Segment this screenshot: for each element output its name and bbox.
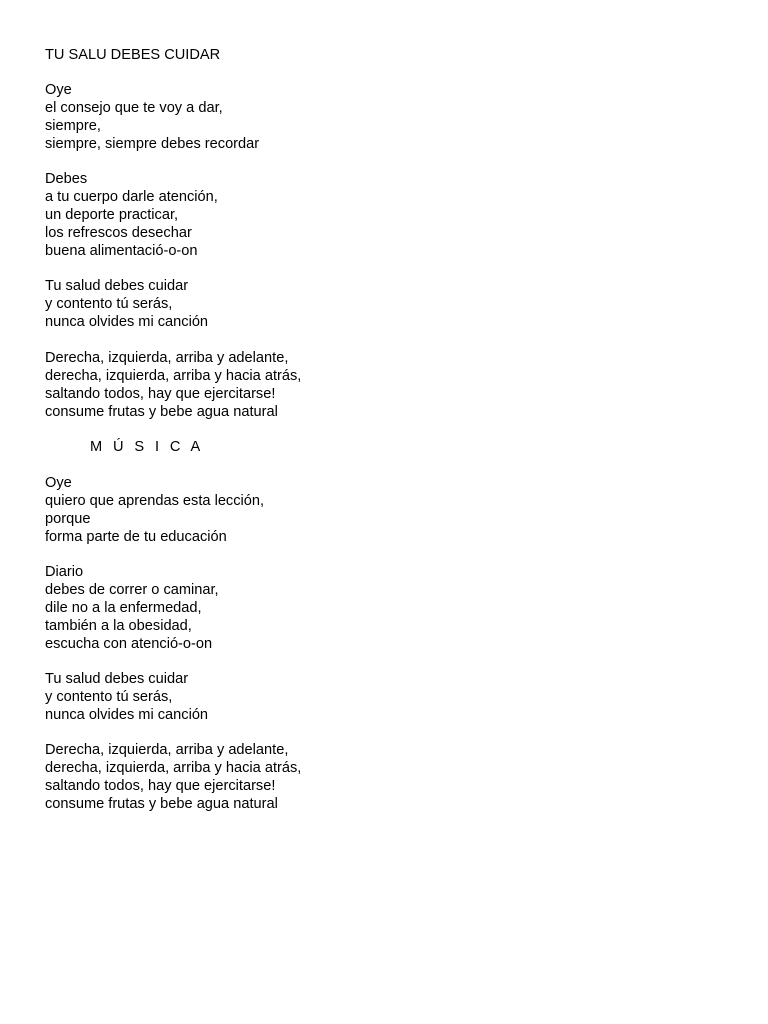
lyric-line: Oye — [45, 82, 72, 98]
lyric-line: escucha con atenció-o-on — [45, 636, 213, 652]
lyric-line: porque — [45, 511, 91, 527]
music-interlude: M Ú S I C A — [90, 439, 204, 455]
lyric-line: y contento tú serás, — [45, 689, 173, 705]
lyric-line: debes de correr o caminar, — [45, 582, 219, 598]
lyric-line: Diario — [45, 564, 84, 580]
lyric-line: nunca olvides mi canción — [45, 314, 209, 330]
lyric-line: quiero que aprendas esta lección, — [45, 493, 265, 509]
lyric-line: forma parte de tu educación — [45, 529, 227, 545]
lyric-line: consume frutas y bebe agua natural — [45, 796, 278, 812]
lyric-line: un deporte practicar, — [45, 207, 179, 223]
lyric-line: nunca olvides mi canción — [45, 707, 209, 723]
lyric-line: derecha, izquierda, arriba y hacia atrás, — [45, 368, 302, 384]
lyric-line: saltando todos, hay que ejercitarse! — [45, 778, 276, 794]
lyric-line: siempre, — [45, 118, 101, 134]
lyric-line: derecha, izquierda, arriba y hacia atrás, — [45, 760, 302, 776]
lyric-line: dile no a la enfermedad, — [45, 600, 202, 616]
lyric-line: Tu salud debes cuidar — [45, 278, 189, 294]
lyric-line: también a la obesidad, — [45, 618, 192, 634]
lyric-line: siempre, siempre debes recordar — [45, 136, 260, 152]
lyric-line: el consejo que te voy a dar, — [45, 100, 223, 116]
lyric-line: Derecha, izquierda, arriba y adelante, — [45, 350, 289, 366]
lyric-line: los refrescos desechar — [45, 225, 192, 241]
lyric-line: consume frutas y bebe agua natural — [45, 404, 278, 420]
lyric-line: saltando todos, hay que ejercitarse! — [45, 386, 276, 402]
lyric-line: y contento tú serás, — [45, 296, 173, 312]
song-title: TU SALU DEBES CUIDAR — [45, 47, 221, 63]
lyric-line: Oye — [45, 475, 72, 491]
lyric-line: buena alimentació-o-on — [45, 243, 198, 259]
lyric-line: a tu cuerpo darle atención, — [45, 189, 218, 205]
lyric-line: Derecha, izquierda, arriba y adelante, — [45, 742, 289, 758]
lyric-line: Debes — [45, 171, 88, 187]
lyric-line: Tu salud debes cuidar — [45, 671, 189, 687]
